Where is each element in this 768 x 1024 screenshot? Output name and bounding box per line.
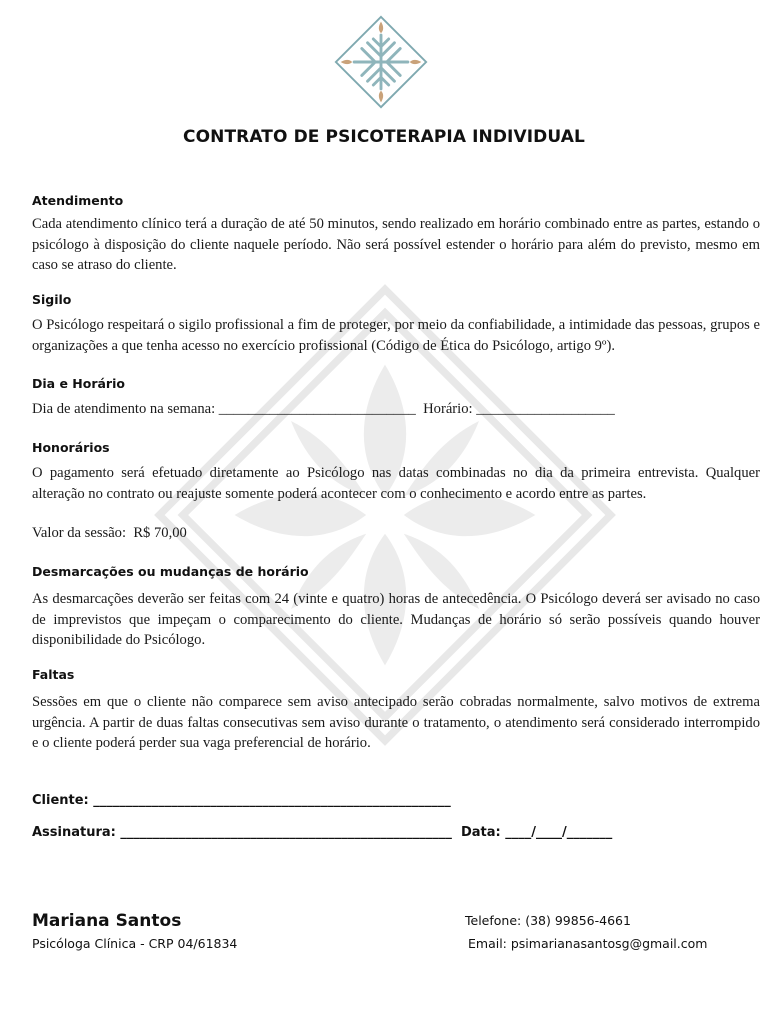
section-text-atendimento: Cada atendimento clínico terá a duração de até 50 minutos, sendo realizado em horário combinado entre as partes, estando o psicólogo à disposição do cliente naquele período. Não será possível estender o horário para além do previsto, mesmo em caso se atraso do cliente.: [32, 216, 760, 273]
signature-cliente-line: Cliente: _______________________________________________________: [32, 793, 451, 808]
session-fee: Valor da sessão: R$ 70,00: [32, 525, 187, 541]
section-heading-atendimento: Atendimento: [32, 193, 124, 208]
section-text-dia-horario: Dia de atendimento na semana: ___________________________ Horário: ___________________: [32, 401, 615, 417]
section-heading-honorarios: Honorários: [32, 440, 110, 455]
footer-email: Email: psimarianasantosg@gmail.com: [468, 936, 708, 951]
section-text-sigilo: O Psicólogo respeitará o sigilo profissional a fim de proteger, por meio da confiabilidade, a intimidade das pessoas, grupos e organizações a que tenha acesso no exercício profissional (Código de Ética do Psicólogo, artigo 9º).: [32, 317, 760, 354]
section-heading-sigilo: Sigilo: [32, 292, 72, 307]
section-text-desmarcacoes: As desmarcações deverão ser feitas com 24 (vinte e quatro) horas de antecedência. O Psicólogo deverá ser avisado no caso de imprevistos que impeçam o comparecimento do cliente. Mudanças de horário só serão possíveis quando houver disponibilidade do Psicólogo.: [32, 591, 760, 648]
section-heading-dia-horario: Dia e Horário: [32, 376, 125, 391]
signature-assinatura-line: Assinatura: ___________________________________________________ Data: ____/____/_______: [32, 825, 613, 840]
footer-phone: Telefone: (38) 99856-4661: [465, 913, 631, 928]
footer-name: Mariana Santos: [32, 911, 182, 931]
section-text-honorarios: O pagamento será efetuado diretamente ao Psicólogo nas datas combinadas no dia da primeira entrevista. Qualquer alteração no contrato ou reajuste somente poderá acontecer com o conhecimento e acordo entre as partes.: [32, 465, 760, 502]
section-heading-faltas: Faltas: [32, 667, 75, 682]
section-heading-desmarcacoes: Desmarcações ou mudanças de horário: [32, 564, 309, 579]
section-text-faltas: Sessões em que o cliente não comparece sem aviso antecipado serão cobradas normalmente, salvo motivos de extrema urgência. A partir de duas faltas consecutivas sem aviso durante o tratamento, o atendimento será considerado interrompido e o cliente poderá perder sua vaga preferencial de horário.: [32, 694, 760, 751]
document-title: CONTRATO DE PSICOTERAPIA INDIVIDUAL: [183, 127, 585, 147]
footer-role: Psicóloga Clínica - CRP 04/61834: [32, 936, 238, 951]
logo-emblem: [333, 14, 429, 110]
